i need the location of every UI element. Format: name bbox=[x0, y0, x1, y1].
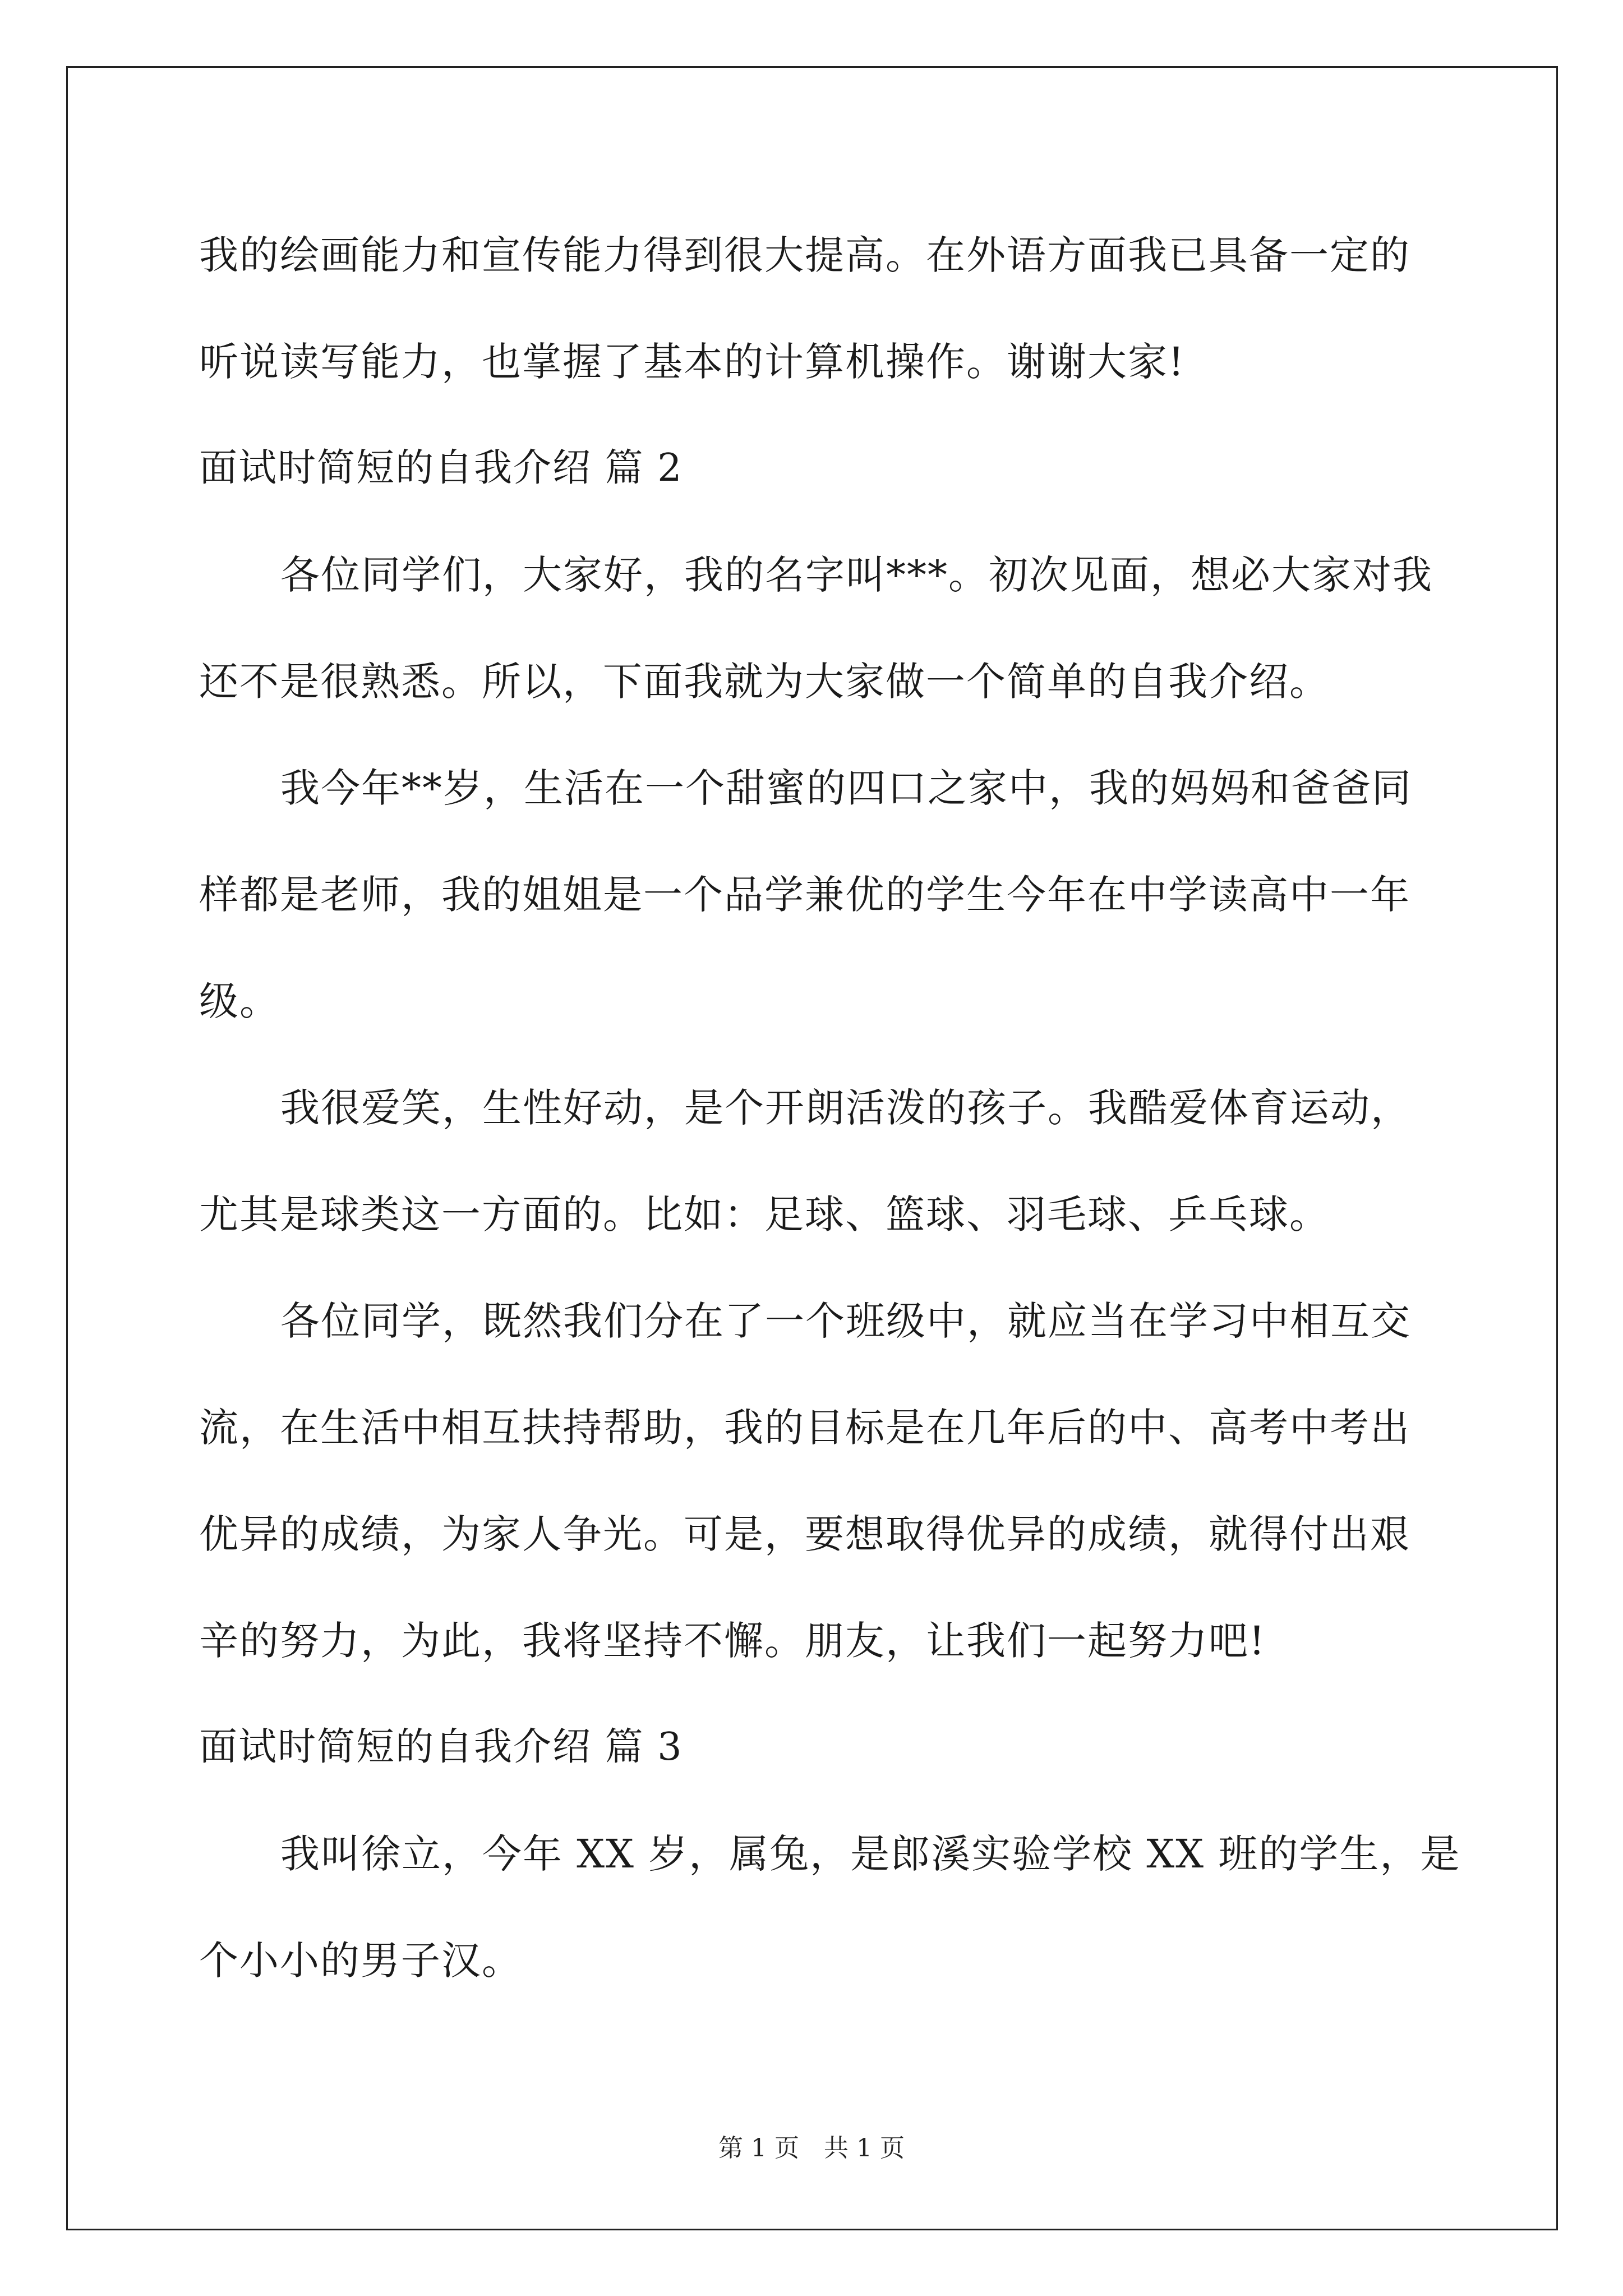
text-line: 我的绘画能力和宣传能力得到很大提高。在外语方面我已具备一定的 bbox=[199, 232, 1410, 278]
document-body bbox=[199, 202, 1461, 2014]
paragraph-start-line: 我今年**岁，生活在一个甜蜜的四口之家中，我的妈妈和爸爸同 bbox=[280, 765, 1412, 811]
text-line: 还不是很熟悉。所以，下面我就为大家做一个简单的自我介绍。 bbox=[199, 659, 1330, 705]
page-number-label: 第 1 页 共 1 页 bbox=[718, 2134, 905, 2162]
page-footer bbox=[0, 2132, 1623, 2165]
text-line: 听说读写能力，也掌握了基本的计算机操作。谢谢大家! bbox=[199, 339, 1186, 385]
text-line: 级。 bbox=[199, 978, 280, 1024]
text-line: 样都是老师，我的姐姐是一个品学兼优的学生今年在中学读高中一年 bbox=[199, 872, 1410, 918]
paragraph-start-line: 我叫徐立，今年 XX 岁，属兔，是郎溪实验学校 XX 班的学生，是 bbox=[280, 1831, 1461, 1877]
text-line: 个小小的男子汉。 bbox=[199, 1938, 522, 1984]
paragraph-start-line: 我很爱笑，生性好动，是个开朗活泼的孩子。我酷爱体育运动， bbox=[280, 1085, 1411, 1131]
text-line: 辛的努力，为此，我将坚持不懈。朋友，让我们一起努力吧! bbox=[199, 1618, 1266, 1664]
paragraph-start-line: 各位同学，既然我们分在了一个班级中，就应当在学习中相互交 bbox=[280, 1298, 1411, 1344]
section-heading: 面试时简短的自我介绍 篇 2 bbox=[199, 446, 683, 490]
text-line: 优异的成绩，为家人争光。可是，要想取得优异的成绩，就得付出艰 bbox=[199, 1511, 1410, 1557]
paragraph-start-line: 各位同学们，大家好，我的名字叫***。初次见面，想必大家对我 bbox=[280, 552, 1433, 598]
text-line: 尤其是球类这一方面的。比如：足球、篮球、羽毛球、乒乓球。 bbox=[199, 1191, 1330, 1237]
text-line: 流，在生活中相互扶持帮助，我的目标是在几年后的中、高考中考出 bbox=[199, 1405, 1410, 1451]
section-heading: 面试时简短的自我介绍 篇 3 bbox=[199, 1725, 683, 1769]
